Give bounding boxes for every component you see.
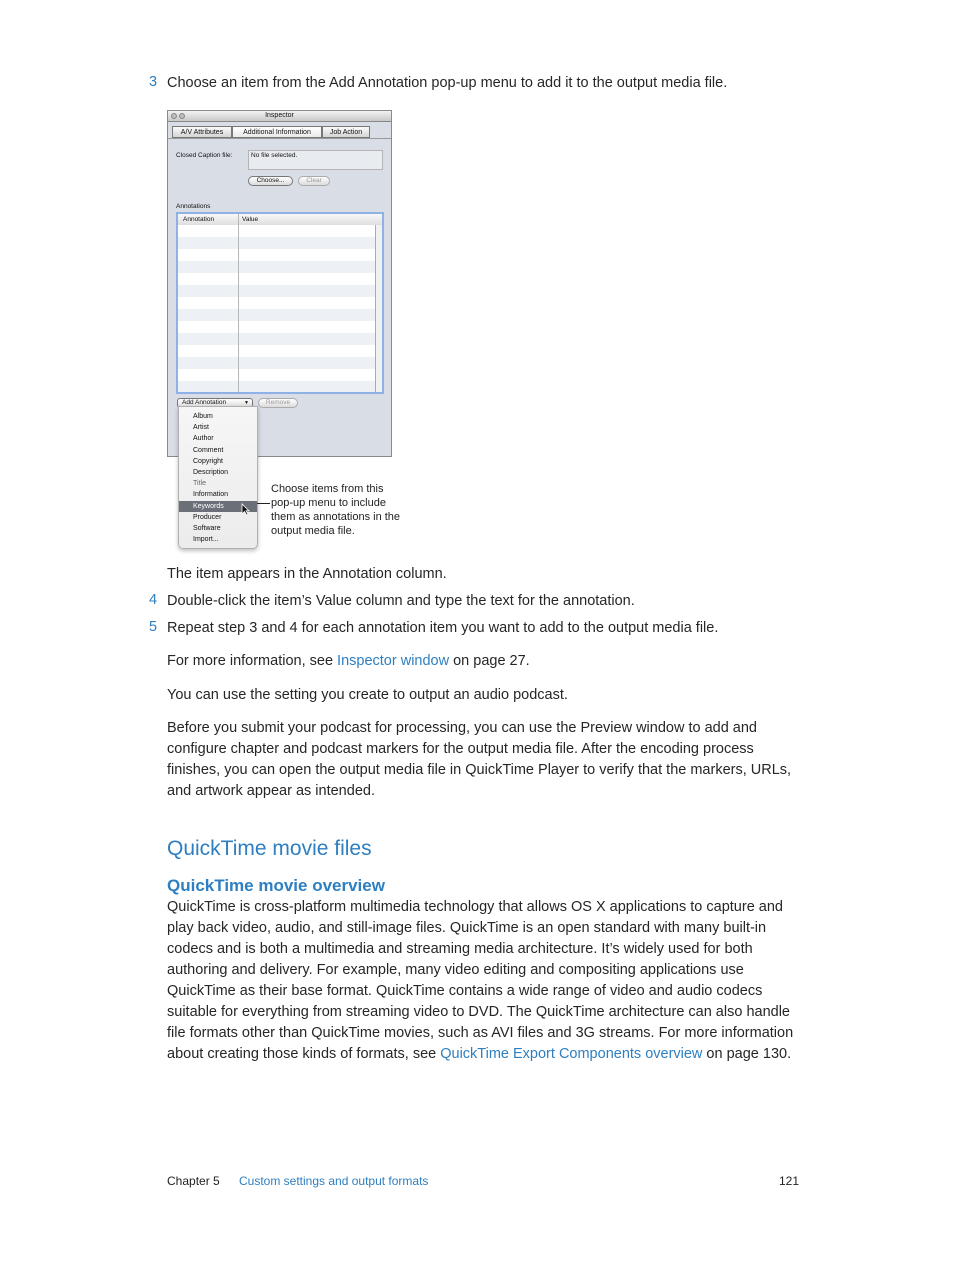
minimize-dot-icon[interactable] xyxy=(179,113,185,119)
section-title: QuickTime movie files xyxy=(167,837,372,860)
step-4-text: Double-click the item’s Value column and type the text for the annotation. xyxy=(167,593,635,609)
menu-item-keywords[interactable]: Keywords xyxy=(179,501,257,512)
podcast-paragraph: You can use the setting you create to output an audio podcast. xyxy=(167,687,568,703)
more-info-paragraph xyxy=(167,651,807,672)
inspector-window-link[interactable]: Inspector window xyxy=(337,653,450,669)
menu-item-album[interactable]: Album xyxy=(193,413,213,420)
menu-item-author[interactable]: Author xyxy=(193,435,214,442)
table-row[interactable] xyxy=(178,285,376,297)
table-row[interactable] xyxy=(178,357,376,369)
table-row[interactable] xyxy=(178,369,376,381)
callout-text: Choose items from this pop-up menu to include them as annotations in the output media file. xyxy=(271,483,401,537)
inspector-titlebar xyxy=(168,111,391,122)
table-row[interactable] xyxy=(178,273,376,285)
table-row[interactable] xyxy=(178,237,376,249)
menu-item-title[interactable]: Title xyxy=(193,480,206,487)
closed-caption-label: Closed Caption file: xyxy=(176,152,233,159)
table-row[interactable] xyxy=(178,333,376,345)
menu-item-information[interactable]: Information xyxy=(193,491,229,498)
tab-av-attributes[interactable]: A/V Attributes xyxy=(172,126,232,138)
table-row[interactable] xyxy=(178,225,376,237)
menu-item-copyright[interactable]: Copyright xyxy=(193,458,223,465)
vertical-scrollbar[interactable] xyxy=(375,225,382,392)
after-figure-text: The item appears in the Annotation column. xyxy=(167,566,447,582)
close-dot-icon[interactable] xyxy=(171,113,177,119)
menu-item-producer[interactable]: Producer xyxy=(193,514,222,521)
footer-chapter: Chapter 5 xyxy=(167,1174,220,1188)
step-3-number: 3 xyxy=(149,74,158,90)
annotations-label: Annotations xyxy=(176,203,211,210)
inspector-title: Inspector xyxy=(265,112,294,119)
overview-text: QuickTime is cross-platform multimedia technology that allows OS X applications to capture and play back video, audio, and still-image files. QuickTime is an open standard with many built-in codecs and is both a multimedia and streaming media architecture. It’s widely used for both authoring and delivery. For example, many video editing and compositing applications use QuickTime as their base format. QuickTime contains a wide range of video and audio codecs suitable for everything from streaming video to DVD. The QuickTime architecture can also handle file formats other than QuickTime movies, such as AVI files and 3G streams. For more information about creating those kinds of formats, see xyxy=(167,899,794,1062)
add-annotation-menu[interactable] xyxy=(178,406,258,549)
table-row[interactable] xyxy=(178,261,376,273)
footer-page-number: 121 xyxy=(779,1174,800,1188)
table-row[interactable] xyxy=(178,345,376,357)
closed-caption-field: No file selected. xyxy=(248,150,383,170)
annotations-table[interactable] xyxy=(176,212,384,394)
before-submit-paragraph: Before you submit your podcast for processing, you can use the Preview window to add and configure chapter and podcast markers for the output media file. After the encoding process finishes, you can open the output media file in QuickTime Player to verify that the markers, URLs, and artwork appear as intended. xyxy=(167,720,792,799)
tab-job-action[interactable]: Job Action xyxy=(322,126,370,138)
mouse-cursor-icon xyxy=(241,503,250,516)
tab-additional-information[interactable]: Additional Information xyxy=(232,126,322,138)
step-4-number: 4 xyxy=(149,592,158,608)
step-3-text: Choose an item from the Add Annotation pop-up menu to add it to the output media file. xyxy=(167,75,728,91)
overview-paragraph xyxy=(167,897,802,1065)
inspector-window-screenshot xyxy=(167,110,392,457)
table-row[interactable] xyxy=(178,249,376,261)
subsection-title: QuickTime movie overview xyxy=(167,876,385,895)
clear-button[interactable]: Clear xyxy=(298,176,330,186)
tab-divider xyxy=(168,138,391,139)
column-divider xyxy=(238,214,239,394)
column-header-annotation[interactable]: Annotation xyxy=(183,216,215,223)
table-row[interactable] xyxy=(178,321,376,333)
menu-item-comment[interactable]: Comment xyxy=(193,447,224,454)
step-5-text: Repeat step 3 and 4 for each annotation item you want to add to the output media file. xyxy=(167,620,719,636)
menu-item-artist[interactable]: Artist xyxy=(193,424,209,431)
remove-button[interactable]: Remove xyxy=(258,398,298,408)
export-components-link[interactable]: QuickTime Export Components overview xyxy=(440,1046,703,1062)
step-5-number: 5 xyxy=(149,619,158,635)
more-info-prefix: For more information, see xyxy=(167,653,338,669)
choose-button[interactable]: Choose... xyxy=(248,176,293,186)
more-info-suffix: on page 27. xyxy=(449,653,530,669)
menu-item-description[interactable]: Description xyxy=(193,469,229,476)
column-header-value[interactable]: Value xyxy=(242,216,259,223)
callout-leader-line xyxy=(257,503,270,504)
table-row[interactable] xyxy=(178,297,376,309)
chevron-down-icon: ▼ xyxy=(244,400,249,406)
footer-chapter-title-link[interactable]: Custom settings and output formats xyxy=(239,1174,429,1188)
menu-item-software[interactable]: Software xyxy=(193,525,221,532)
menu-item-import[interactable]: Import... xyxy=(193,536,219,543)
add-annotation-label: Add Annotation xyxy=(182,399,227,406)
overview-suffix: on page 130. xyxy=(702,1046,792,1062)
table-row[interactable] xyxy=(178,309,376,321)
table-row[interactable] xyxy=(178,381,376,393)
